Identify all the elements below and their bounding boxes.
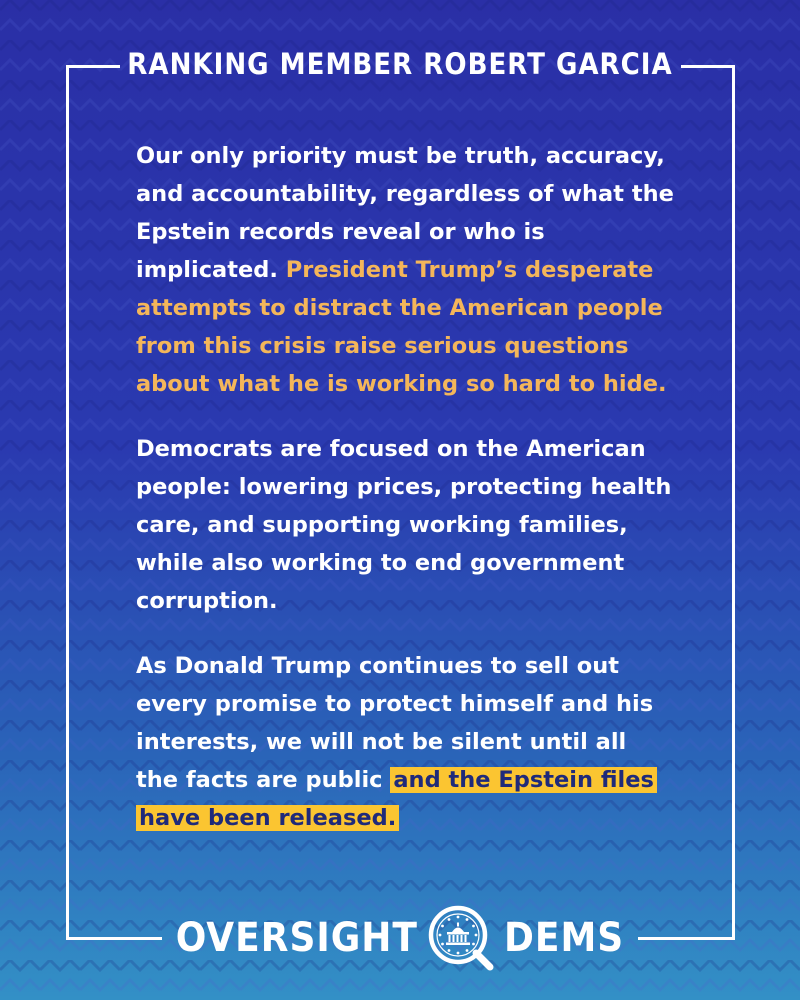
paragraph-1: [136, 137, 676, 403]
frame-line-bottom-right: [638, 937, 735, 940]
paragraph-3: [136, 647, 676, 837]
frame-line-top-left: [66, 65, 120, 68]
statement-body: [136, 137, 676, 864]
logo-word-oversight: OVERSIGHT: [175, 915, 418, 961]
paragraph-1-accent-text: President Trump’s desperate attempts to distract the American people from this crisis raise serious questions about what he is working so hard to hide.: [136, 257, 667, 397]
paragraph-3-text: As Donald Trump continues to sell out every promise to protect himself and his interests, we will not be silent until all the facts are public: [136, 653, 654, 793]
paragraph-1-text: Our only priority must be truth, accuracy, and accountability, regardless of what the Epstein records reveal or who is implicated.: [136, 143, 674, 283]
frame-line-right: [732, 65, 735, 940]
capitol-magnifier-icon: [424, 903, 498, 973]
paragraph-2: [136, 430, 676, 620]
paragraph-3-highlight: and the Epstein files have been released.: [136, 767, 657, 831]
frame-line-left: [66, 65, 69, 940]
oversight-dems-logo: [162, 903, 638, 973]
logo-word-dems: DEMS: [503, 915, 625, 961]
frame-line-bottom-left: [66, 937, 162, 940]
paragraph-2-text: Democrats are focused on the American people: lowering prices, protecting health care, and supporting working families, while also working to end government corruption.: [136, 436, 672, 614]
header-title: RANKING MEMBER ROBERT GARCIA: [127, 47, 673, 81]
frame-line-top-right: [681, 65, 735, 68]
